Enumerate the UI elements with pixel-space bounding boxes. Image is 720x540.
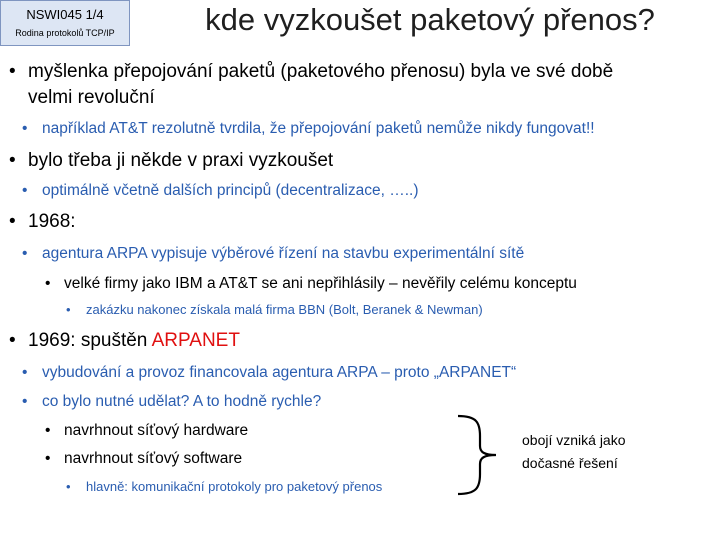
bullet-marker: • [22,182,28,199]
brace-note-line1: obojí vzniká jako [522,432,626,448]
bullet-text: velmi revoluční [28,87,155,108]
slide-title: kde vyzkoušet paketový přenos? [205,2,655,37]
bullet-marker: • [66,479,71,494]
bullet-text: navrhnout síťový hardware [64,422,249,439]
course-code: NSWI045 1/4 [26,7,104,22]
bullet-text: zakázku nakonec získala malá firma BBN (Bolt, Beranek & Newman) [86,302,483,317]
bullet-marker: • [9,150,16,171]
bullet-text: vybudování a provoz financovala agentura ARPA – proto „ARPANET“ [42,364,517,381]
course-subtitle: Rodina protokolů TCP/IP [15,28,115,38]
course-badge [0,0,130,46]
bullet-text: navrhnout síťový software [64,450,243,467]
bullet-marker: • [45,450,51,467]
curly-brace [454,412,514,498]
bullet-text: hlavně: komunikační protokoly pro paketový přenos [86,479,383,494]
bullet-text: co bylo nutné udělat? A to hodně rychle? [42,393,322,410]
bullet-marker: • [45,422,51,439]
bullet-marker: • [22,245,28,262]
bullet-text: velké firmy jako IBM a AT&T se ani nepřihlásily – nevěřily celému konceptu [64,275,577,292]
bullet-marker: • [66,302,71,317]
bullet-marker: • [9,211,16,232]
bullet-text: 1968: [28,211,76,232]
bullet-marker: • [22,364,28,381]
bullet-text: agentura ARPA vypisuje výběrové řízení na stavbu experimentální sítě [42,245,525,262]
bullet-marker: • [45,275,51,292]
bullet-text: například AT&T rezolutně tvrdila, že přepojování paketů nemůže nikdy fungovat!! [42,120,595,137]
bullet-text: optimálně včetně dalších principů (decentralizace, …..) [42,182,419,199]
brace-note-line2: dočasné řešení [522,455,618,471]
bullet-text-prefix: 1969: spuštěn [28,330,152,351]
bullet-text [28,330,240,352]
bullet-text: myšlenka přepojování paketů (paketového přenosu) byla ve své době [28,61,614,82]
bullet-marker: • [22,393,28,410]
arpanet-highlight: ARPANET [151,330,240,351]
bullet-marker: • [9,61,16,82]
bullet-marker: • [22,120,28,137]
bullet-text: bylo třeba ji někde v praxi vyzkoušet [28,150,334,171]
bullet-marker: • [9,330,16,351]
